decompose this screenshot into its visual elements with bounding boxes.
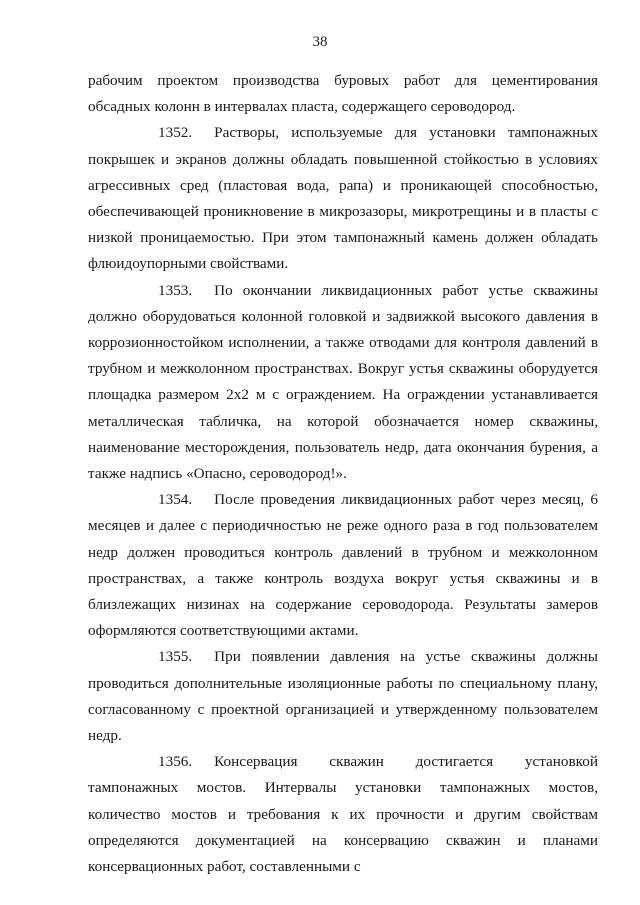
paragraph-text: При появлении давления на устье скважины должны проводиться дополнительные изоляционные работы по специальному плану, согласованному с проектной организацией и утвержденному пользователем недр. [88,648,598,745]
paragraph-continuation [88,68,598,120]
paragraph-number: 1352. [158,124,193,142]
paragraph-number: 1354. [158,491,193,509]
paragraph-1354 [88,487,598,644]
paragraph-text: рабочим проектом производства буровых работ для цементирования обсадных колонн в интервалах пласта, содержащего сероводород. [88,72,598,116]
paragraph-1353 [88,278,598,488]
paragraph-text: Консервация скважин достигается установкой тампонажных мостов. Интервалы установки тампонажных мостов, количество мостов и требования к их прочности и другим свойствам определяются документацией на консервацию скважин и планами консервационных работ, составленными с [88,753,598,876]
page-number: 38 [312,34,328,50]
paragraph-text: После проведения ликвидационных работ через месяц, 6 месяцев и далее с периодичностью не реже одного раза в год пользователем недр должен проводиться контроль давлений в трубном и межколонном пространствах, а также контроль воздуха вокруг устья скважины и в близлежащих низинах на содержание сероводорода. Результаты замеров оформляются соответствующими актами. [88,491,598,640]
paragraph-1355 [88,644,598,749]
paragraph-text: По окончании ликвидационных работ устье скважины должно оборудоваться колонной головкой и задвижкой высокого давления в коррозионностойком исполнении, а также отводами для контроля давлений в трубном и межколонном пространствах. Вокруг устья скважины оборудуется площадка размером 2х2 м с ограждением. На ограждении устанавливается металлическая табличка, на которой обозначается номер скважины, наименование месторождения, пользователь недр, дата окончания бурения, а также надпись «Опасно, сероводород!». [88,281,598,483]
paragraph-1356 [88,749,598,880]
paragraph-1352 [88,120,598,277]
paragraph-text: Растворы, используемые для установки тампонажных покрышек и экранов должны обладать повышенной стойкостью в условиях агрессивных сред (пластовая вода, рапа) и проникающей способностью, обеспечивающей проникновение в микрозазоры, микротрещины и в пласты с низкой проницаемостью. При этом тампонажный камень должен обладать флюидоупорными свойствами. [88,124,598,273]
document-body [88,68,598,880]
paragraph-number: 1356. [158,753,193,771]
paragraph-number: 1355. [158,648,193,666]
paragraph-number: 1353. [158,281,193,299]
